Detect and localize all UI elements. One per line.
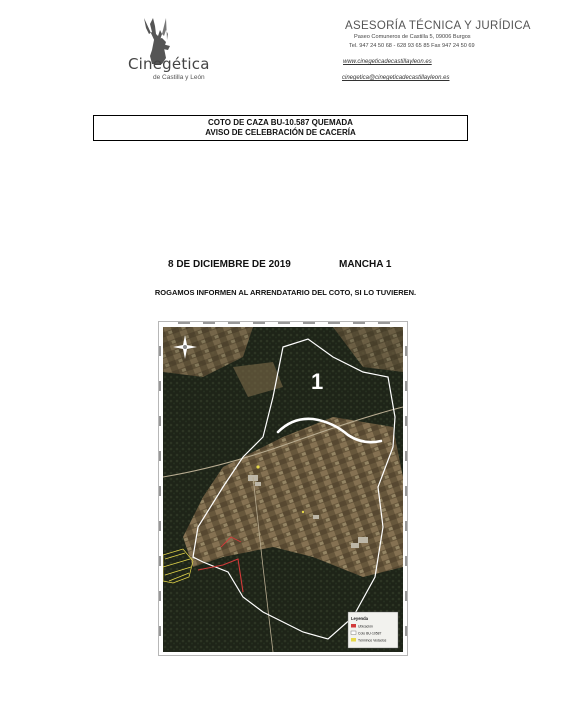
header-title: ASESORÍA TÉCNICA Y JURÍDICA [345,20,531,32]
request-notice: ROGAMOS INFORMEN AL ARRENDATARIO DEL COTO, SI LO TUVIEREN. [154,288,417,297]
zone-label: 1 [311,369,324,394]
legend-item-label: Términos Vedados [358,638,387,643]
map-legend [348,612,398,648]
brand-subtitle: de Castilla y León [153,74,205,81]
document-title-line2: AVISO DE CELEBRACIÓN DE CACERÍA [205,128,356,137]
mancha-label: MANCHA 1 [339,259,392,270]
legend-title: Leyenda [351,616,368,621]
legend-item-label: Coto BU-10587 [358,631,382,636]
legend-item-label: Ubicación [358,624,373,629]
aerial-map [163,327,403,652]
brand-name: Cinegética [128,55,210,73]
website-link[interactable]: www.cinegeticadecastillayleon.es [343,59,432,65]
document-title-box [93,115,468,141]
document-title-line1: COTO DE CAZA BU-10.587 QUEMADA [208,118,353,127]
email-link[interactable]: cinegetica@cinegeticadecastillayleon.es [342,75,450,81]
hunt-date: 8 DE DICIEMBRE DE 2019 [168,259,291,270]
header-phones: Tel. 947 24 50 68 - 628 93 65 85 Fax 947 24 50 69 [349,43,475,49]
header-address: Paseo Comuneros de Castilla 5, 09006 Burgos [354,34,471,40]
